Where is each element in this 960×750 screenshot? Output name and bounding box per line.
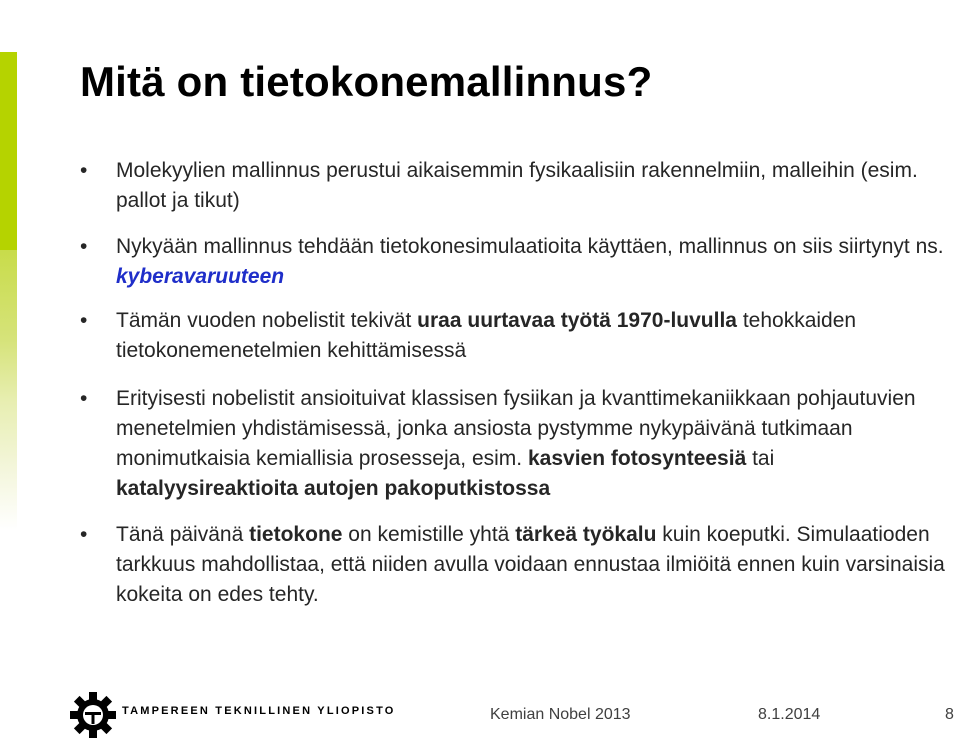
bullet-text: Tänä päivänä bbox=[116, 523, 250, 546]
bold-term: kasvien fotosynteesiä bbox=[527, 447, 747, 470]
bullet-item bbox=[76, 520, 946, 610]
university-name: TAMPEREEN TEKNILLINEN YLIOPISTO bbox=[122, 705, 396, 717]
slide-title: Mitä on tietokonemallinnus? bbox=[80, 58, 653, 105]
bullet-text: on kemistille yhtä bbox=[342, 523, 516, 546]
bullet-item bbox=[76, 384, 946, 504]
bullet-list bbox=[76, 156, 946, 610]
accent-bar bbox=[0, 0, 17, 750]
bullet-text: Tämän vuoden nobelistit tekivät bbox=[116, 309, 418, 332]
footer-event: Kemian Nobel 2013 bbox=[490, 706, 631, 723]
bold-term: uraa uurtavaa työtä 1970-luvulla bbox=[417, 309, 737, 332]
bold-term: tietokone bbox=[249, 523, 343, 546]
bullet-text: Molekyylien mallinnus perustui aikaisemmin fysikaalisiin rakennelmiin, malleihin (esim. pallot ja tikut) bbox=[116, 159, 918, 212]
page-number: 8 bbox=[945, 706, 954, 723]
footer-date: 8.1.2014 bbox=[758, 706, 821, 723]
highlight-term: kyberavaruuteen bbox=[116, 265, 285, 288]
bullet-item bbox=[76, 156, 946, 216]
bold-term: katalyysireaktioita autojen pakoputkistossa bbox=[116, 477, 551, 500]
bullet-text: Nykyään mallinnus tehdään tietokonesimulaatioita käyttäen, mallinnus on siis siirtynyt ns. bbox=[116, 235, 944, 258]
bullet-text: tehokkaiden tietokonemenetelmien kehittämisessä bbox=[116, 309, 857, 362]
bullet-item bbox=[76, 306, 946, 366]
bullet-text: kuin koeputki. Simulaatioden tarkkuus mahdollistaa, että niiden avulla voidaan ennustaa ilmiöitä ennen kuin varsinaisia kokeita on edes tehty. bbox=[116, 523, 945, 606]
bold-term: tärkeä työkalu bbox=[515, 523, 657, 546]
bullet-text: Erityisesti nobelistit ansioituivat klassisen fysiikan ja kvanttimekaniikkaan pohjautuvien menetelmien yhdistämisessä, jonka ansiosta pystymme nykypäivänä tutkimaan monimutkaisia kemiallisia prosesseja, esim. bbox=[116, 387, 916, 470]
bullet-text: tai bbox=[746, 447, 775, 470]
gear-logo-icon bbox=[68, 690, 118, 740]
bullet-item bbox=[76, 232, 946, 292]
